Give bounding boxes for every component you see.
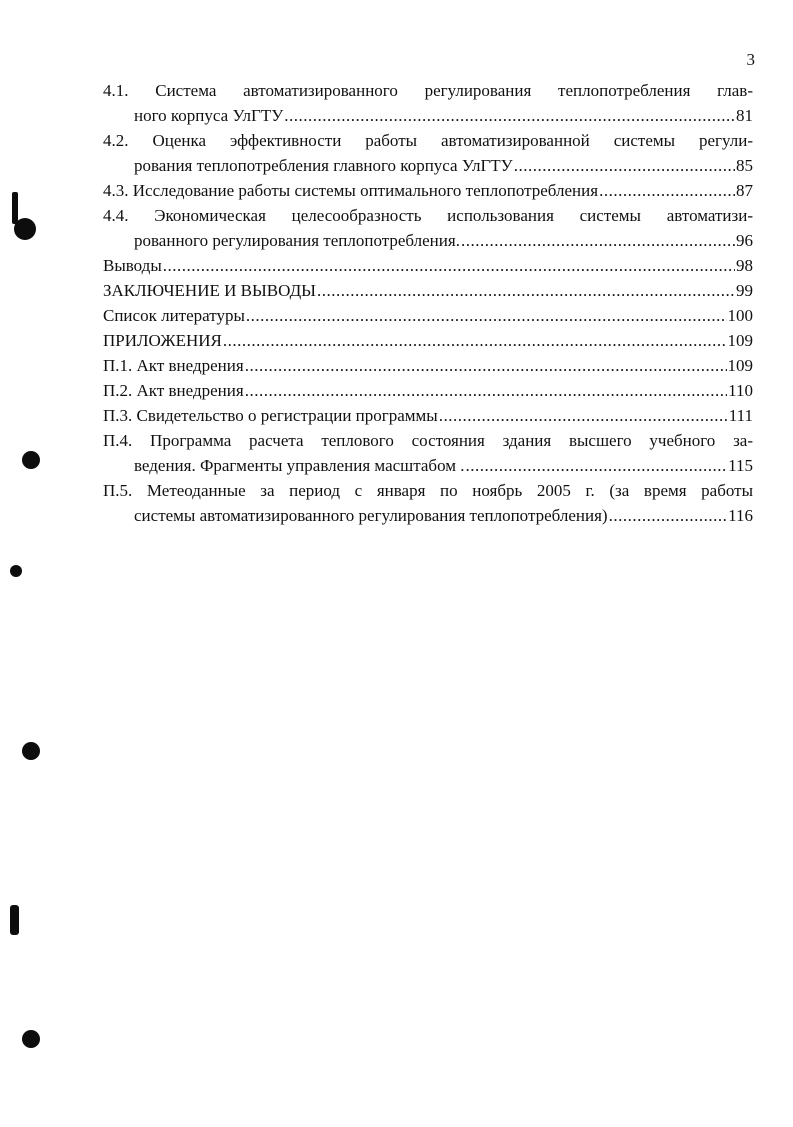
- toc-page-number: 111: [728, 406, 753, 425]
- toc-entry-line: П.4. Программа расчета теплового состояния здания высшего учебного за-: [103, 431, 753, 450]
- leader-dots: [245, 378, 727, 403]
- leader-dots: [609, 503, 728, 528]
- toc-entry-title: ного корпуса УлГТУ: [134, 106, 284, 125]
- toc-entry-p5[interactable]: [103, 478, 753, 528]
- toc-entry-p2[interactable]: [103, 378, 753, 403]
- leader-dots: [599, 178, 735, 203]
- toc-entry-p4[interactable]: [103, 428, 753, 478]
- toc-page-number: 99: [736, 281, 753, 300]
- toc-entry-title: Выводы: [103, 256, 162, 275]
- toc-entry-line: 4.2. Оценка эффективности работы автоматизированной системы регули-: [103, 131, 753, 150]
- toc-page-number: 115: [728, 456, 753, 475]
- toc-entry-conclusions[interactable]: [103, 253, 753, 278]
- toc-entry-line: П.5. Метеоданные за период с января по ноябрь 2005 г. (за время работы: [103, 481, 753, 500]
- toc-page-number: 100: [727, 306, 753, 325]
- leader-dots: [245, 353, 727, 378]
- binder-hole-mark: [22, 451, 40, 469]
- leader-dots: [466, 453, 728, 478]
- toc-entry-4-3[interactable]: [103, 178, 753, 203]
- toc-entry-line: 4.4. Экономическая целесообразность использования системы автоматизи-: [103, 206, 753, 225]
- toc-page-number: 109: [727, 356, 753, 375]
- toc-page-number: 98: [736, 256, 753, 275]
- toc-entry-references[interactable]: [103, 303, 753, 328]
- toc-page-number: 116: [728, 506, 753, 525]
- toc-entry-4-1[interactable]: [103, 78, 753, 128]
- toc-page-number: 87: [736, 181, 753, 200]
- toc-entry-4-2[interactable]: [103, 128, 753, 178]
- toc-entry-title: системы автоматизированного регулирования теплопотребления): [134, 506, 608, 525]
- toc-entry-title: П.1. Акт внедрения: [103, 356, 244, 375]
- leader-dots: [514, 153, 735, 178]
- toc-entry-title: Список литературы: [103, 306, 245, 325]
- toc-entry-title: рования теплопотребления главного корпуса УлГТУ: [134, 156, 513, 175]
- leader-dots: [163, 253, 735, 278]
- toc-page-number: 109: [727, 331, 753, 350]
- toc-entry-title: ведения. Фрагменты управления масштабом .: [134, 456, 465, 475]
- toc-entry-title: ПРИЛОЖЕНИЯ: [103, 331, 222, 350]
- scan-mark: [10, 905, 19, 935]
- binder-hole-mark: [22, 742, 40, 760]
- toc-entry-4-4[interactable]: [103, 203, 753, 253]
- toc-entry-title: 4.3. Исследование работы системы оптимального теплопотребления: [103, 181, 599, 200]
- toc-entry-title: П.3. Свидетельство о регистрации программы: [103, 406, 438, 425]
- page-number: 3: [746, 50, 755, 69]
- toc-page-number: 81: [736, 106, 753, 125]
- table-of-contents: [103, 78, 753, 528]
- scan-mark: [12, 192, 18, 224]
- toc-entry-title: рованного регулирования теплопотребления.: [134, 231, 460, 250]
- toc-entry-appendices[interactable]: [103, 328, 753, 353]
- toc-entry-title: ЗАКЛЮЧЕНИЕ И ВЫВОДЫ: [103, 281, 316, 300]
- leader-dots: [439, 403, 728, 428]
- toc-entry-final-conclusions[interactable]: [103, 278, 753, 303]
- toc-entry-p3[interactable]: [103, 403, 753, 428]
- toc-page-number: 110: [728, 381, 753, 400]
- leader-dots: [223, 328, 727, 353]
- leader-dots: [284, 103, 735, 128]
- leader-dots: [317, 278, 735, 303]
- binder-hole-mark: [22, 1030, 40, 1048]
- leader-dots: [461, 228, 735, 253]
- toc-entry-line: 4.1. Система автоматизированного регулирования теплопотребления глав-: [103, 81, 753, 100]
- toc-page-number: 96: [736, 231, 753, 250]
- toc-entry-p1[interactable]: [103, 353, 753, 378]
- scan-mark: [10, 565, 22, 577]
- toc-page-number: 85: [736, 156, 753, 175]
- leader-dots: [246, 303, 727, 328]
- toc-entry-title: П.2. Акт внедрения: [103, 381, 244, 400]
